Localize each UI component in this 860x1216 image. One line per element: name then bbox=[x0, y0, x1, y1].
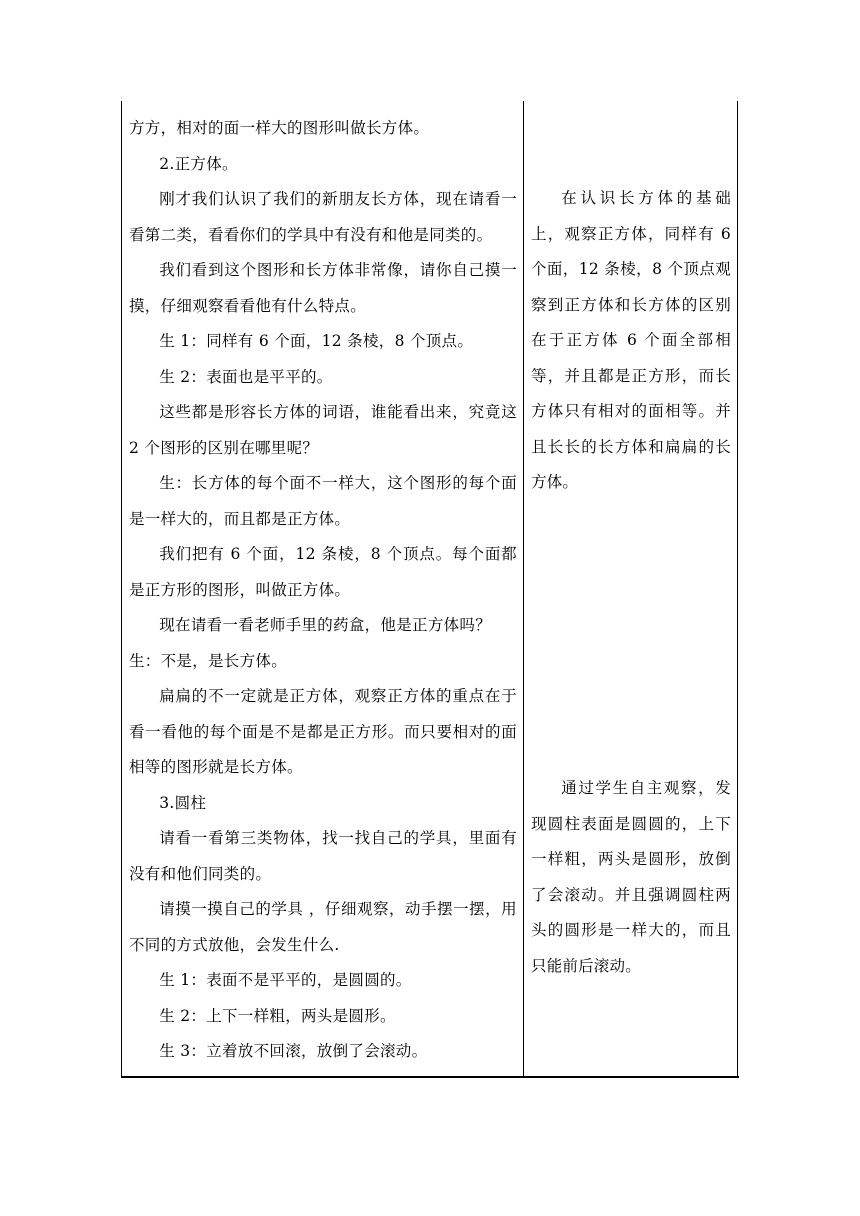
student-answer: 生 2：表面也是平平的。 bbox=[159, 367, 333, 386]
paragraph: 请摸一摸自己的学具 ，仔细观察，动手摆一摆，用不同的方式放他，会发生什么. bbox=[129, 900, 517, 954]
design-intent-note-cylinder bbox=[531, 771, 731, 984]
section-heading-cylinder: 3.圆柱 bbox=[159, 793, 207, 812]
table-left-border bbox=[121, 101, 122, 1078]
paragraph: 我们把有 6 个面，12 条棱，8 个顶点。每个面都是正方形的图形，叫做正方体。 bbox=[129, 545, 517, 599]
note-paragraph: 在认识长方体的基础上，观察正方体，同样有 6 个面，12 条棱，8 个顶点观察到正方体和长方体的区别在于正方体 6 个面全部相等，并且都是正方形，而长方体只有相对的面相等。并且长长的长方体和扁扁的长方体。 bbox=[531, 189, 731, 491]
student-answer: 生 3：立着放不回滚，放倒了会滚动。 bbox=[159, 1042, 428, 1060]
student-answer: 生 2：上下一样粗，两头是圆形。 bbox=[159, 1006, 396, 1025]
section-heading-cube: 2.正方体。 bbox=[159, 154, 238, 173]
student-answer: 生：长方体的每个面不一样大，这个图形的每个面是一样大的，而且都是正方体。 bbox=[129, 474, 517, 528]
paragraph: 刚才我们认识了我们的新朋友长方体，现在请看一看第二类，看看你们的学具中有没有和他是同类的。 bbox=[129, 190, 517, 244]
paragraph: 扁扁的不一定就是正方体，观察正方体的重点在于看一看他的每个面是不是都是正方形。而只要相对的面相等的图形就是长方体。 bbox=[129, 687, 517, 776]
paragraph: 现在请看一看老师手里的药盒，他是正方体吗？ bbox=[159, 616, 492, 634]
paragraph: 我们看到这个图形和长方体非常像，请你自己摸一摸，仔细观察看看他有什么特点。 bbox=[129, 261, 517, 315]
note-paragraph: 通过学生自主观察，发现圆柱表面是圆圆的，上下一样粗，两头是圆形，放倒了会滚动。并且强调圆柱两头的圆形是一样大的，而且只能前后滚动。 bbox=[531, 779, 731, 975]
paragraph: 方方，相对的面一样大的图形叫做长方体。 bbox=[129, 119, 430, 137]
paragraph: 请看一看第三类物体，找一找自己的学具，里面有没有和他们同类的。 bbox=[129, 829, 517, 883]
lesson-table bbox=[121, 101, 739, 1078]
table-column-divider bbox=[523, 101, 524, 1078]
student-answer: 生：不是，是长方体。 bbox=[129, 651, 288, 670]
student-answer: 生 1：同样有 6 个面，12 条棱，8 个顶点。 bbox=[159, 332, 474, 350]
table-right-border bbox=[737, 101, 738, 1078]
student-answer: 生 1：表面不是平平的，是圆圆的。 bbox=[159, 971, 412, 989]
table-bottom-border bbox=[121, 1076, 739, 1078]
design-intent-note-cube bbox=[531, 181, 731, 501]
lesson-process-column bbox=[129, 111, 517, 1070]
paragraph: 这些都是形容长方体的词语，谁能看出来，究竟这 2 个图形的区别在哪里呢？ bbox=[129, 403, 517, 457]
